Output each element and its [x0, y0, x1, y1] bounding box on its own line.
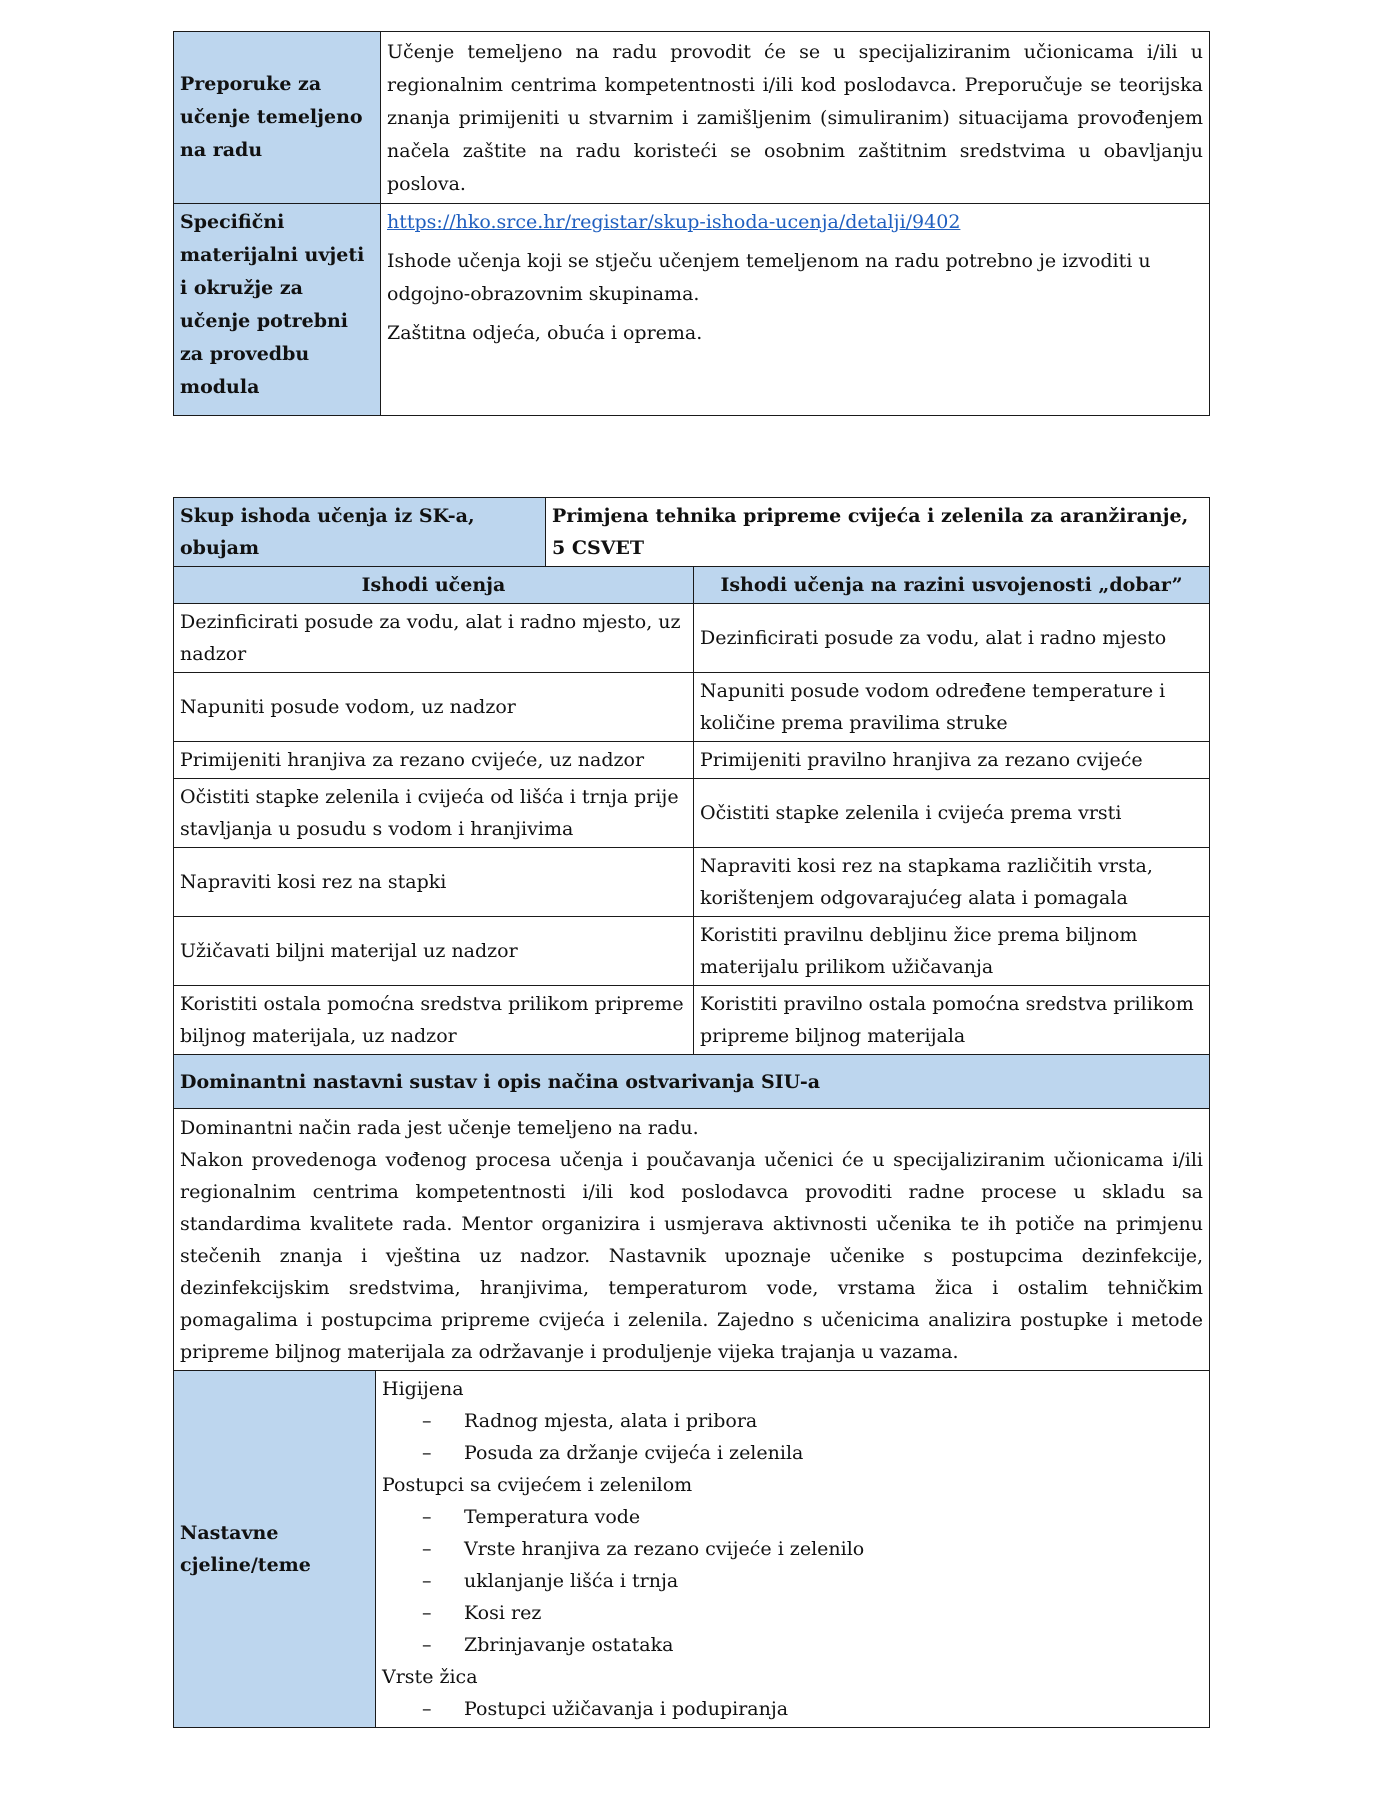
topic-item: – Temperatura vode: [382, 1501, 1203, 1533]
outcome-cell: Užičavati biljni materijal uz nadzor: [174, 917, 694, 986]
dash-bullet-icon: –: [422, 1506, 432, 1528]
teaching-process-paragraph: Nakon provedenoga vođenog procesa učenja i poučavanja učenici će u specijaliziranim učionicama i/ili regionalnim centrima kompetentnosti i/ili kod poslodavca provoditi radne procese u skladu sa standardima kvalitete rada. Mentor organizira i usmjerava aktivnosti učenika te ih potiče na primjenu stečenih znanja i vještina uz nadzor. Nastavnik upoznaje učenike s postupcima dezinfekcije, dezinfekcijskim sredstvima, hranjivima, temperaturom vode, vrstama žica i ostalim tehničkim pomagalima i postupcima pripreme cvijeća i zelenila. Zajedno s učenicima analizira postupke i metode pripreme biljnog materijala za održavanje i produljenje vijeka trajanja u vazama.: [180, 1149, 1204, 1363]
topics-label: Nastavne cjeline/teme: [174, 1371, 376, 1728]
title-row: [174, 498, 1210, 567]
table-row: [174, 204, 1210, 416]
dash-bullet-icon: –: [422, 1538, 432, 1560]
teaching-system-heading: Dominantni nastavni sustav i opis načina ostvarivanja SIU-a: [174, 1055, 1210, 1109]
outcome-cell: Napraviti kosi rez na stapki: [174, 848, 694, 917]
outcome-set-title: Primjena tehnika pripreme cvijeća i zelenila za aranžiranje, 5 CSVET: [546, 498, 1210, 567]
outcome-good-cell: Očistiti stapke zelenila i cvijeća prema vrsti: [694, 779, 1210, 848]
column-header-row: [174, 567, 1210, 604]
table-row: [174, 32, 1210, 204]
table-row: [174, 673, 1210, 742]
outcome-good-cell: Napuniti posude vodom određene temperature i količine prema pravilima struke: [694, 673, 1210, 742]
dash-bullet-icon: –: [422, 1410, 432, 1432]
hko-register-link[interactable]: https://hko.srce.hr/registar/skup-ishoda-ucenja/detalji/9402: [387, 211, 961, 233]
outcome-set-label: Skup ishoda učenja iz SK-a, obujam: [174, 498, 546, 567]
dominant-method-line: Dominantni način rada jest učenje temeljeno na radu.: [180, 1117, 699, 1139]
outcome-cell: Koristiti ostala pomoćna sredstva prilikom pripreme biljnog materijala, uz nadzor: [174, 986, 694, 1055]
topic-item: – Zbrinjavanje ostataka: [382, 1629, 1203, 1661]
topics-row: [174, 1371, 1210, 1728]
material-conditions-paragraph: Ishode učenja koji se stječu učenjem temeljenom na radu potrebno je izvoditi u odgojno-obrazovnim skupinama.: [387, 250, 1151, 305]
section-header-row: [174, 1055, 1210, 1109]
teaching-system-description: [174, 1109, 1210, 1371]
topic-item: – uklanjanje lišća i trnja: [382, 1565, 1203, 1597]
topic-item: – Vrste hranjiva za rezano cvijeće i zelenilo: [382, 1533, 1203, 1565]
row-label-material-conditions: Specifični materijalni uvjeti i okružje za učenje potrebni za provedbu modula: [174, 204, 381, 416]
topic-item: – Postupci užičavanja i podupiranja: [382, 1693, 1203, 1725]
col-header-outcomes-good: Ishodi učenja na razini usvojenosti „dobar”: [694, 567, 1210, 604]
table-row: [174, 986, 1210, 1055]
outcome-cell: Napuniti posude vodom, uz nadzor: [174, 673, 694, 742]
dash-bullet-icon: –: [422, 1698, 432, 1720]
outcome-cell: Dezinficirati posude za vodu, alat i radno mjesto, uz nadzor: [174, 604, 694, 673]
topic-group-title: Higijena: [382, 1378, 464, 1400]
topic-item: – Posuda za držanje cvijeća i zelenila: [382, 1437, 1203, 1469]
topic-group-title: Postupci sa cvijećem i zelenilom: [382, 1474, 693, 1496]
dash-bullet-icon: –: [422, 1442, 432, 1464]
dash-bullet-icon: –: [422, 1570, 432, 1592]
topic-item: – Radnog mjesta, alata i pribora: [382, 1405, 1203, 1437]
outcome-good-cell: Koristiti pravilno ostala pomoćna sredstva prilikom pripreme biljnog materijala: [694, 986, 1210, 1055]
protective-equipment-paragraph: Zaštitna odjeća, obuća i oprema.: [387, 322, 703, 344]
outcome-good-cell: Primijeniti pravilno hranjiva za rezano cvijeće: [694, 742, 1210, 779]
outcome-cell: Očistiti stapke zelenila i cvijeća od lišća i trnja prije stavljanja u posudu s vodom i hranjivima: [174, 779, 694, 848]
col-header-outcomes: Ishodi učenja: [174, 567, 694, 604]
outcome-good-cell: Koristiti pravilnu debljinu žice prema biljnom materijalu prilikom užičavanja: [694, 917, 1210, 986]
topic-group-title: Vrste žica: [382, 1666, 478, 1688]
learning-outcomes-table: [173, 497, 1210, 1728]
table-row: [174, 779, 1210, 848]
table-row: [174, 848, 1210, 917]
outcome-good-cell: Dezinficirati posude za vodu, alat i radno mjesto: [694, 604, 1210, 673]
topic-item: – Kosi rez: [382, 1597, 1203, 1629]
row-label-recommendations: Preporuke za učenje temeljeno na radu: [174, 32, 381, 204]
table-row: [174, 604, 1210, 673]
dash-bullet-icon: –: [422, 1602, 432, 1624]
outcome-good-cell: Napraviti kosi rez na stapkama različitih vrsta, korištenjem odgovarajućeg alata i pomagala: [694, 848, 1210, 917]
dash-bullet-icon: –: [422, 1634, 432, 1656]
recommendations-text: Učenje temeljeno na radu provodit će se u specijaliziranim učionicama i/ili u regionalnim centrima kompetentnosti i/ili kod poslodavca. Preporučuje se teorijska znanja primijeniti u stvarnim i zamišljenim (simuliranim) situacijama provođenjem načela zaštite na radu koristeći se osobnim zaštitnim sredstvima u obavljanju poslova.: [381, 32, 1210, 204]
table-row: [174, 742, 1210, 779]
section-body-row: [174, 1109, 1210, 1371]
topics-list: [376, 1371, 1210, 1728]
table-row: [174, 917, 1210, 986]
outcome-cell: Primijeniti hranjiva za rezano cvijeće, uz nadzor: [174, 742, 694, 779]
module-requirements-table: [173, 31, 1210, 416]
material-conditions-cell: [381, 204, 1210, 416]
